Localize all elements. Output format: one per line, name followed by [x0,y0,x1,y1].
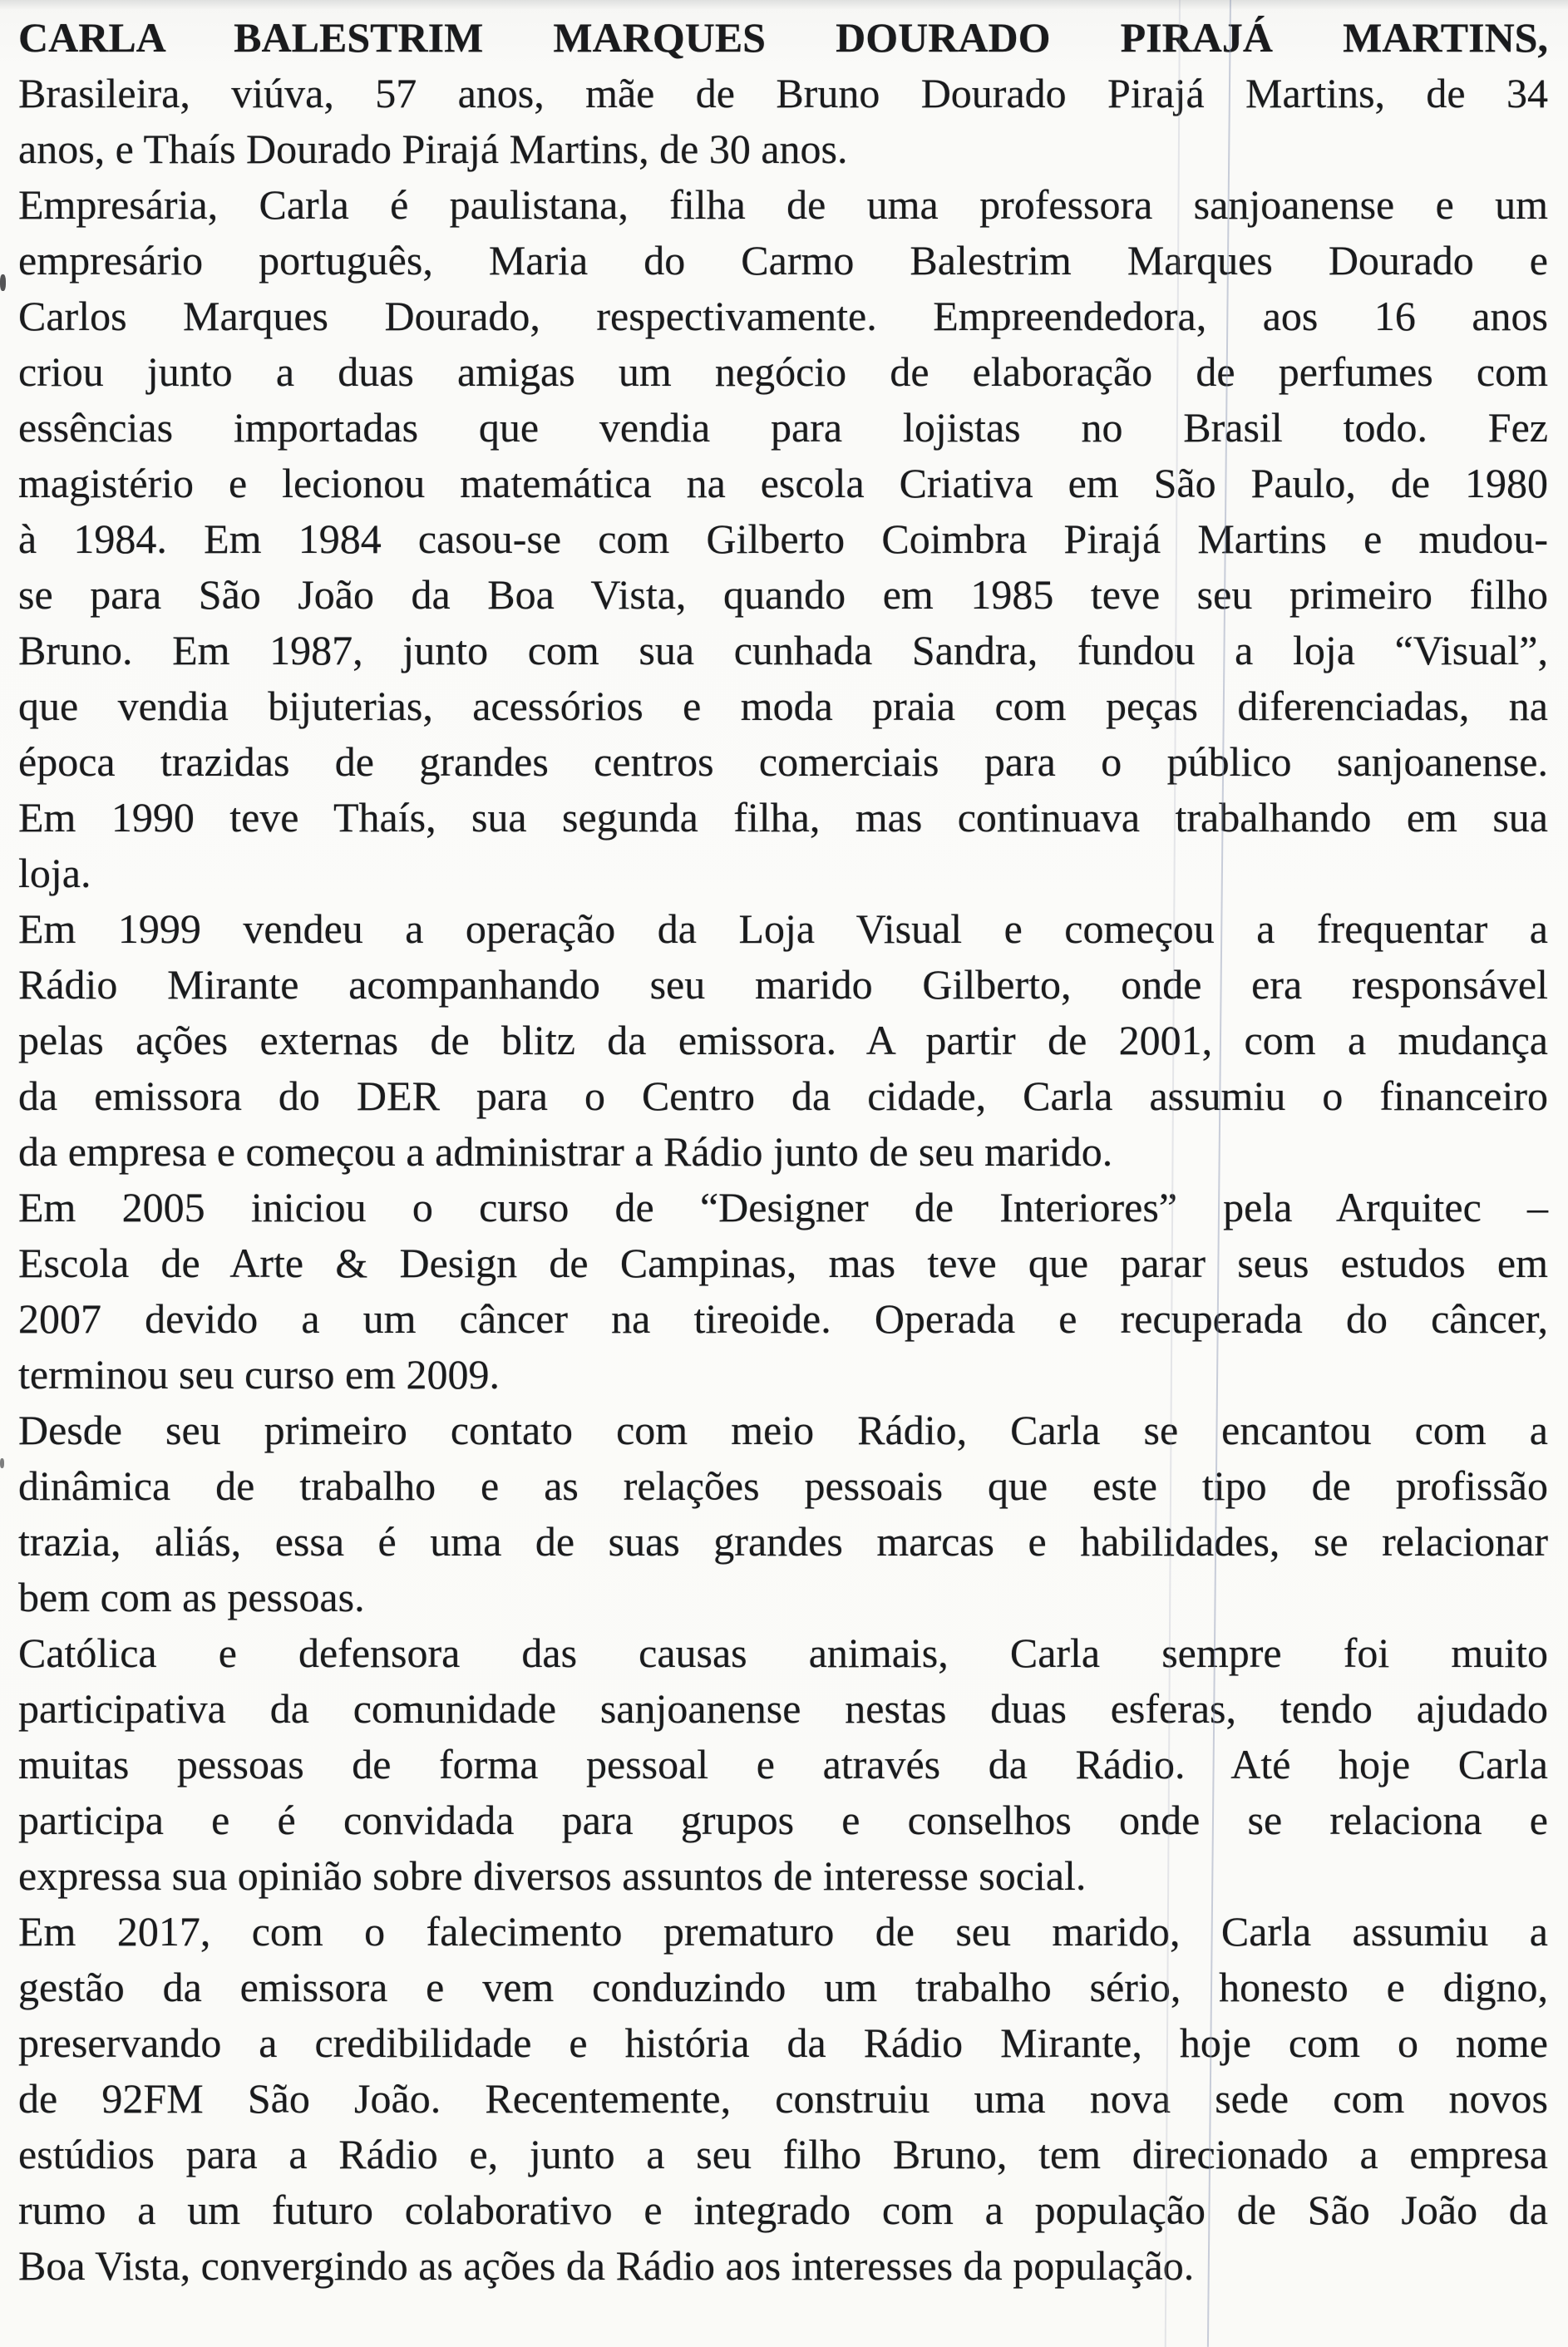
text-line: 2007 devido a um câncer na tireoide. Operada e recuperada do câncer, [18,1295,1548,1342]
scan-ink-speck [0,274,6,291]
biography-text-block [18,10,1548,2294]
text-line: da emissora do DER para o Centro da cidade, Carla assumiu o financeiro [18,1072,1548,1119]
text-line: terminou seu curso em 2009. [18,1351,500,1398]
document-title-line: CARLA BALESTRIM MARQUES DOURADO PIRAJÁ MARTINS, [18,14,1548,61]
text-line: rumo a um futuro colaborativo e integrado com a população de São João da [18,2187,1548,2233]
text-line: criou junto a duas amigas um negócio de elaboração de perfumes com [18,348,1548,395]
text-line: Rádio Mirante acompanhando seu marido Gilberto, onde era responsável [18,961,1548,1008]
text-line: muitas pessoas de forma pessoal e através da Rádio. Até hoje Carla [18,1741,1548,1787]
text-line: Em 1990 teve Thaís, sua segunda filha, mas continuava trabalhando em sua [18,794,1548,841]
text-line: expressa sua opinião sobre diversos assuntos de interesse social. [18,1852,1087,1899]
text-line: preservando a credibilidade e história da Rádio Mirante, hoje com o nome [18,2019,1548,2066]
text-line: à 1984. Em 1984 casou-se com Gilberto Coimbra Pirajá Martins e mudou- [18,515,1548,562]
text-line: loja. [18,850,91,896]
text-line: Empresária, Carla é paulistana, filha de uma professora sanjoanense e um [18,181,1548,228]
text-line: Escola de Arte & Design de Campinas, mas teve que parar seus estudos em [18,1240,1548,1286]
text-line: participa e é convidada para grupos e conselhos onde se relaciona e [18,1797,1548,1843]
scan-ink-speck [0,1458,4,1468]
text-line: que vendia bijuterias, acessórios e moda praia com peças diferenciadas, na [18,683,1548,729]
text-line: Desde seu primeiro contato com meio Rádio, Carla se encantou com a [18,1407,1548,1453]
text-line: bem com as pessoas. [18,1574,365,1620]
text-line: Carlos Marques Dourado, respectivamente. Empreendedora, aos 16 anos [18,293,1548,339]
text-line: anos, e Thaís Dourado Pirajá Martins, de 30 anos. [18,126,848,172]
text-line: Em 2005 iniciou o curso de “Designer de Interiores” pela Arquitec – [18,1184,1548,1230]
text-line: de 92FM São João. Recentemente, construiu uma nova sede com novos [18,2075,1548,2122]
text-line: se para São João da Boa Vista, quando em 1985 teve seu primeiro filho [18,571,1548,618]
text-line: trazia, aliás, essa é uma de suas grandes marcas e habilidades, se relacionar [18,1518,1548,1565]
text-line: Católica e defensora das causas animais, Carla sempre foi muito [18,1630,1548,1676]
scanner-edge-shadow [0,0,1568,10]
text-line: gestão da emissora e vem conduzindo um trabalho sério, honesto e digno, [18,1964,1548,2010]
text-line: Boa Vista, convergindo as ações da Rádio aos interesses da população. [18,2242,1195,2289]
text-line: dinâmica de trabalho e as relações pessoais que este tipo de profissão [18,1462,1548,1509]
text-line: Brasileira, viúva, 57 anos, mãe de Bruno Dourado Pirajá Martins, de 34 [18,70,1548,116]
text-line: Em 1999 vendeu a operação da Loja Visual e começou a frequentar a [18,905,1548,952]
text-line: época trazidas de grandes centros comerciais para o público sanjoanense. [18,738,1548,785]
text-line: Bruno. Em 1987, junto com sua cunhada Sandra, fundou a loja “Visual”, [18,627,1548,673]
text-line: da empresa e começou a administrar a Rádio junto de seu marido. [18,1128,1113,1175]
text-line: estúdios para a Rádio e, junto a seu filho Bruno, tem direcionado a empresa [18,2131,1548,2177]
text-line: empresário português, Maria do Carmo Balestrim Marques Dourado e [18,237,1548,284]
text-line: Em 2017, com o falecimento prematuro de seu marido, Carla assumiu a [18,1908,1548,1955]
text-line: essências importadas que vendia para lojistas no Brasil todo. Fez [18,404,1548,451]
text-line: pelas ações externas de blitz da emissora. A partir de 2001, com a mudança [18,1017,1548,1063]
text-line: participativa da comunidade sanjoanense nestas duas esferas, tendo ajudado [18,1685,1548,1732]
text-line: magistério e lecionou matemática na escola Criativa em São Paulo, de 1980 [18,460,1548,506]
